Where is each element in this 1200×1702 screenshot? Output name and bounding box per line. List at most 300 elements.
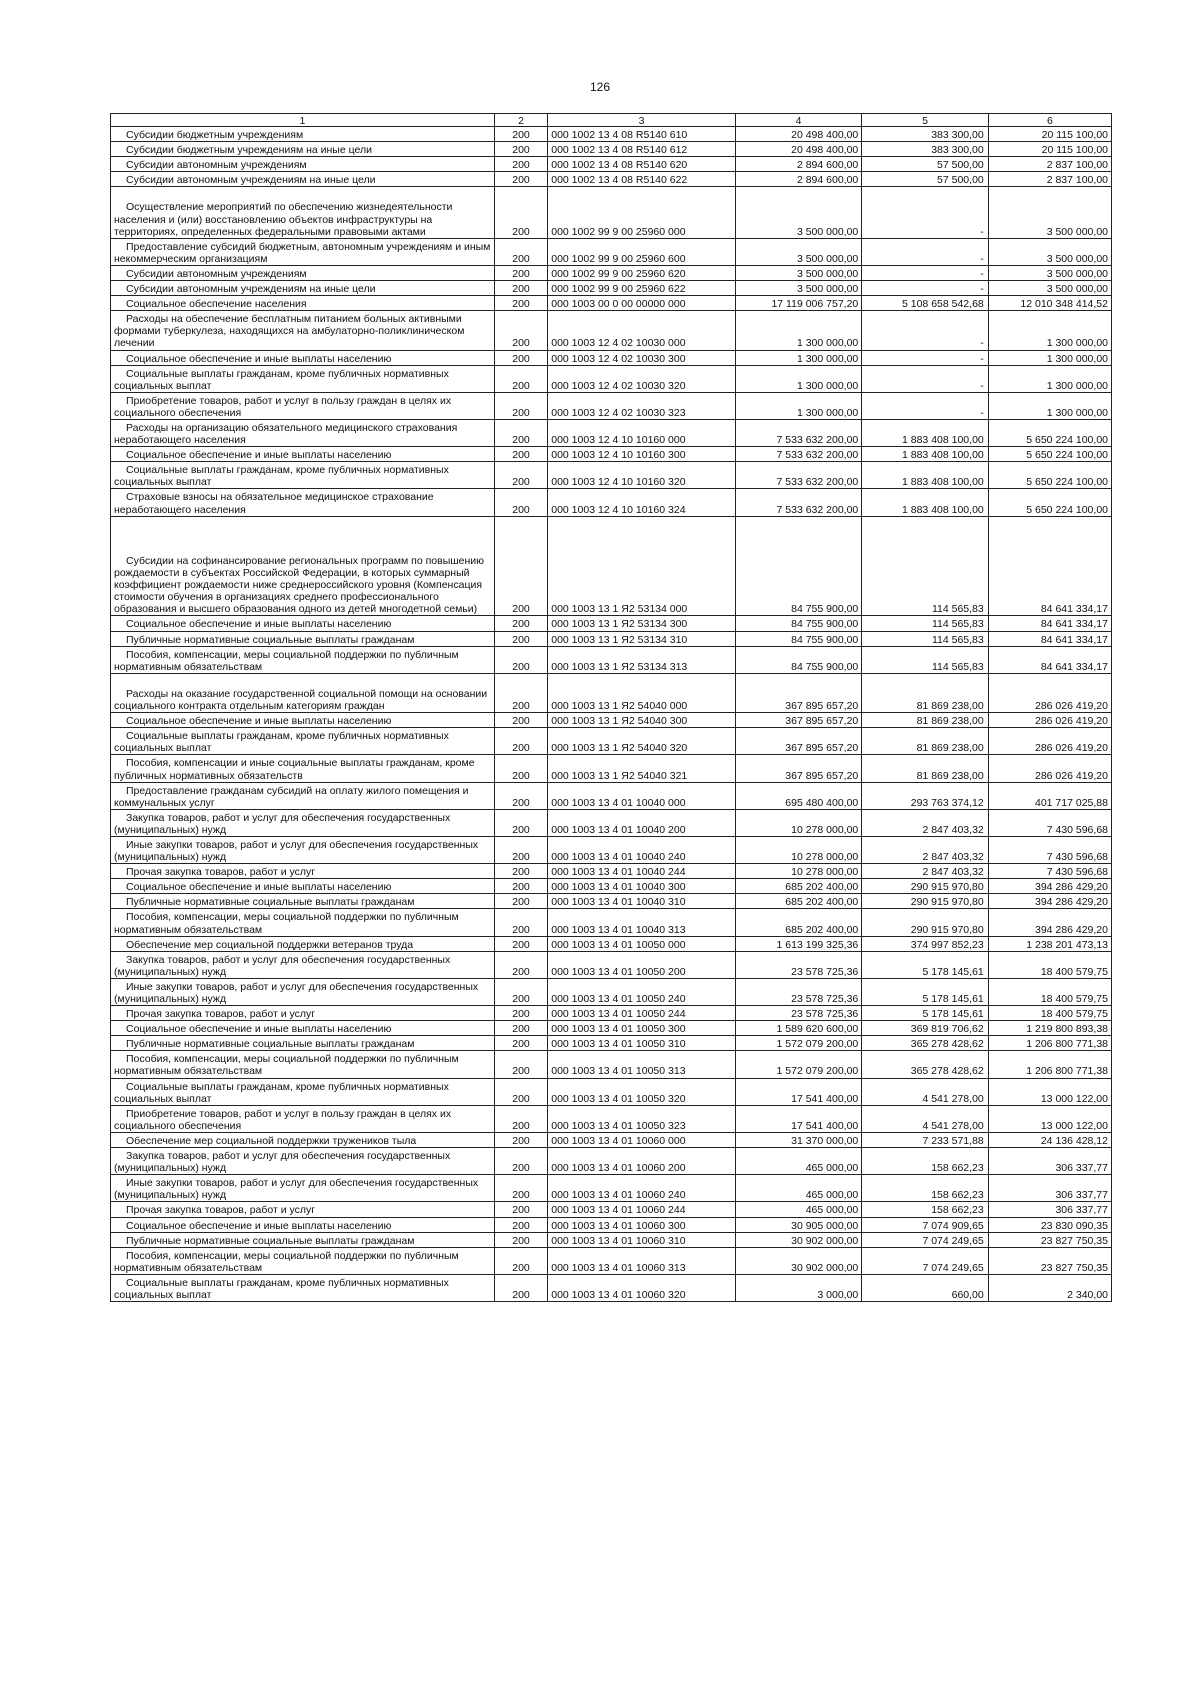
row-name: Субсидии бюджетным учреждениям [111,127,495,142]
row-code: 200 [494,238,547,265]
row-classification-code: 000 1003 13 1 Я2 54040 300 [548,713,736,728]
row-classification-code: 000 1003 13 1 Я2 53134 000 [548,516,736,616]
row-executed-amount: 4 541 278,00 [862,1078,988,1105]
row-code: 200 [494,516,547,616]
table-row [111,673,1112,712]
row-name: Социальное обеспечение и иные выплаты населению [111,350,495,365]
table-row [111,392,1112,419]
table-row [111,172,1112,187]
row-assigned-amount: 30 905 000,00 [735,1217,861,1232]
table-row [111,1006,1112,1021]
table-row [111,350,1112,365]
row-remaining-amount: 7 430 596,68 [988,809,1111,836]
row-name: Субсидии бюджетным учреждениям на иные цели [111,142,495,157]
row-name: Социальные выплаты гражданам, кроме публичных нормативных социальных выплат [111,365,495,392]
row-assigned-amount: 695 480 400,00 [735,782,861,809]
row-assigned-amount: 367 895 657,20 [735,728,861,755]
row-name: Публичные нормативные социальные выплаты гражданам [111,1036,495,1051]
row-name: Расходы на оказание государственной социальной помощи на основании социального контракта отдельным категориям граждан [111,673,495,712]
table-row [111,936,1112,951]
table-row [111,728,1112,755]
row-executed-amount: 2 847 403,32 [862,864,988,879]
row-code: 200 [494,673,547,712]
row-name: Субсидии на софинансирование региональных программ по повышению рождаемости в субъектах Российской Федерации, в которых суммарный коэффициент рождаемости ниже среднероссийского уровня (Компенсация стоимости обучения в организациях среднего профессионального образования и высшего образования одного из детей многодетной семьи) [111,516,495,616]
row-executed-amount: - [862,265,988,280]
row-name: Социальные выплаты гражданам, кроме публичных нормативных социальных выплат [111,1274,495,1301]
row-name: Закупка товаров, работ и услуг для обеспечения государственных (муниципальных) нужд [111,951,495,978]
row-classification-code: 000 1003 13 4 01 10040 310 [548,894,736,909]
row-name: Публичные нормативные социальные выплаты гражданам [111,894,495,909]
row-name: Социальное обеспечение и иные выплаты населению [111,879,495,894]
table-row [111,516,1112,616]
row-assigned-amount: 84 755 900,00 [735,631,861,646]
row-name: Субсидии автономным учреждениям на иные цели [111,172,495,187]
row-remaining-amount: 5 650 224 100,00 [988,447,1111,462]
row-code: 200 [494,836,547,863]
row-name: Пособия, компенсации, меры социальной поддержки по публичным нормативным обязательствам [111,1247,495,1274]
row-remaining-amount: 84 641 334,17 [988,646,1111,673]
row-code: 200 [494,462,547,489]
row-name: Пособия, компенсации, меры социальной поддержки по публичным нормативным обязательствам [111,909,495,936]
row-classification-code: 000 1002 99 9 00 25960 622 [548,281,736,296]
row-classification-code: 000 1003 13 1 Я2 53134 310 [548,631,736,646]
row-classification-code: 000 1003 13 4 01 10050 323 [548,1105,736,1132]
row-code: 200 [494,1217,547,1232]
row-name: Иные закупки товаров, работ и услуг для обеспечения государственных (муниципальных) нужд [111,836,495,863]
row-name: Социальное обеспечение и иные выплаты населению [111,1217,495,1232]
row-remaining-amount: 3 500 000,00 [988,265,1111,280]
row-executed-amount: 57 500,00 [862,172,988,187]
row-classification-code: 000 1002 13 4 08 R5140 622 [548,172,736,187]
row-name: Субсидии автономным учреждениям [111,265,495,280]
row-name: Социальное обеспечение населения [111,296,495,311]
budget-table-container [110,113,1112,1302]
row-classification-code: 000 1003 00 0 00 00000 000 [548,296,736,311]
row-executed-amount: 81 869 238,00 [862,755,988,782]
column-header-1: 1 [111,114,495,127]
row-classification-code: 000 1003 13 1 Я2 53134 313 [548,646,736,673]
row-remaining-amount: 1 300 000,00 [988,392,1111,419]
row-executed-amount: 2 847 403,32 [862,809,988,836]
row-remaining-amount: 394 286 429,20 [988,909,1111,936]
row-remaining-amount: 20 115 100,00 [988,127,1111,142]
row-name: Прочая закупка товаров, работ и услуг [111,1006,495,1021]
row-remaining-amount: 18 400 579,75 [988,951,1111,978]
row-name: Обеспечение мер социальной поддержки ветеранов труда [111,936,495,951]
row-executed-amount: - [862,238,988,265]
row-code: 200 [494,296,547,311]
row-executed-amount: 5 108 658 542,68 [862,296,988,311]
row-name: Обеспечение мер социальной поддержки тружеников тыла [111,1132,495,1147]
table-row [111,755,1112,782]
row-assigned-amount: 17 541 400,00 [735,1105,861,1132]
row-assigned-amount: 685 202 400,00 [735,894,861,909]
row-classification-code: 000 1003 13 4 01 10050 000 [548,936,736,951]
row-remaining-amount: 2 837 100,00 [988,157,1111,172]
row-remaining-amount: 18 400 579,75 [988,1006,1111,1021]
row-remaining-amount: 1 300 000,00 [988,365,1111,392]
row-executed-amount: 7 074 249,65 [862,1247,988,1274]
table-row [111,142,1112,157]
row-remaining-amount: 5 650 224 100,00 [988,489,1111,516]
row-classification-code: 000 1003 13 1 Я2 54040 321 [548,755,736,782]
row-code: 200 [494,447,547,462]
row-executed-amount: - [862,311,988,350]
row-code: 200 [494,1105,547,1132]
column-header-6: 6 [988,114,1111,127]
row-code: 200 [494,646,547,673]
row-assigned-amount: 10 278 000,00 [735,864,861,879]
row-classification-code: 000 1003 12 4 02 10030 320 [548,365,736,392]
row-remaining-amount: 394 286 429,20 [988,894,1111,909]
row-executed-amount: 1 883 408 100,00 [862,489,988,516]
row-assigned-amount: 2 894 600,00 [735,172,861,187]
row-remaining-amount: 1 300 000,00 [988,311,1111,350]
row-classification-code: 000 1003 13 1 Я2 53134 300 [548,616,736,631]
row-executed-amount: 158 662,23 [862,1175,988,1202]
row-classification-code: 000 1003 13 4 01 10060 200 [548,1148,736,1175]
row-code: 200 [494,1006,547,1021]
page-number: 126 [589,80,611,94]
row-code: 200 [494,489,547,516]
row-assigned-amount: 7 533 632 200,00 [735,462,861,489]
row-assigned-amount: 3 500 000,00 [735,187,861,238]
row-code: 200 [494,978,547,1005]
row-name: Пособия, компенсации и иные социальные выплаты гражданам, кроме публичных нормативных обязательств [111,755,495,782]
row-executed-amount: - [862,392,988,419]
row-executed-amount: 383 300,00 [862,142,988,157]
row-classification-code: 000 1002 99 9 00 25960 600 [548,238,736,265]
row-classification-code: 000 1003 13 4 01 10050 244 [548,1006,736,1021]
table-row [111,1051,1112,1078]
table-row [111,1175,1112,1202]
row-assigned-amount: 685 202 400,00 [735,909,861,936]
table-row [111,265,1112,280]
row-classification-code: 000 1003 13 1 Я2 54040 000 [548,673,736,712]
table-row [111,909,1112,936]
table-row [111,864,1112,879]
row-name: Социальные выплаты гражданам, кроме публичных нормативных социальных выплат [111,728,495,755]
row-classification-code: 000 1003 13 4 01 10060 320 [548,1274,736,1301]
row-classification-code: 000 1003 12 4 10 10160 000 [548,420,736,447]
row-code: 200 [494,142,547,157]
row-code: 200 [494,728,547,755]
row-executed-amount: 114 565,83 [862,516,988,616]
row-name: Осуществление мероприятий по обеспечению жизнедеятельности населения и (или) восстановлению объектов инфраструктуры на территориях, определенных федеральными правовыми актами [111,187,495,238]
row-remaining-amount: 7 430 596,68 [988,864,1111,879]
row-executed-amount: 660,00 [862,1274,988,1301]
row-assigned-amount: 7 533 632 200,00 [735,447,861,462]
row-executed-amount: 5 178 145,61 [862,978,988,1005]
table-row [111,646,1112,673]
row-executed-amount: 374 997 852,23 [862,936,988,951]
row-name: Закупка товаров, работ и услуг для обеспечения государственных (муниципальных) нужд [111,1148,495,1175]
row-code: 200 [494,909,547,936]
table-row [111,462,1112,489]
row-assigned-amount: 23 578 725,36 [735,978,861,1005]
row-name: Социальное обеспечение и иные выплаты населению [111,1021,495,1036]
row-classification-code: 000 1003 13 4 01 10040 200 [548,809,736,836]
row-assigned-amount: 7 533 632 200,00 [735,489,861,516]
row-assigned-amount: 367 895 657,20 [735,673,861,712]
row-code: 200 [494,281,547,296]
row-code: 200 [494,1021,547,1036]
row-assigned-amount: 1 613 199 325,36 [735,936,861,951]
row-name: Социальное обеспечение и иные выплаты населению [111,713,495,728]
table-row [111,1021,1112,1036]
row-name: Социальное обеспечение и иные выплаты населению [111,616,495,631]
row-remaining-amount: 1 219 800 893,38 [988,1021,1111,1036]
row-classification-code: 000 1003 13 4 01 10050 240 [548,978,736,1005]
table-row [111,296,1112,311]
table-row [111,836,1112,863]
row-classification-code: 000 1003 13 4 01 10060 300 [548,1217,736,1232]
row-name: Пособия, компенсации, меры социальной поддержки по публичным нормативным обязательствам [111,646,495,673]
row-classification-code: 000 1003 13 4 01 10060 000 [548,1132,736,1147]
row-code: 200 [494,809,547,836]
row-remaining-amount: 84 641 334,17 [988,631,1111,646]
row-classification-code: 000 1003 12 4 02 10030 323 [548,392,736,419]
table-row [111,489,1112,516]
row-assigned-amount: 17 119 006 757,20 [735,296,861,311]
row-code: 200 [494,1132,547,1147]
row-classification-code: 000 1003 12 4 02 10030 300 [548,350,736,365]
row-remaining-amount: 12 010 348 414,52 [988,296,1111,311]
row-classification-code: 000 1003 13 4 01 10060 313 [548,1247,736,1274]
row-assigned-amount: 2 894 600,00 [735,157,861,172]
row-name: Социальные выплаты гражданам, кроме публичных нормативных социальных выплат [111,1078,495,1105]
row-executed-amount: 290 915 970,80 [862,909,988,936]
row-remaining-amount: 286 026 419,20 [988,673,1111,712]
table-row [111,311,1112,350]
table-row [111,1036,1112,1051]
row-code: 200 [494,420,547,447]
row-executed-amount: 365 278 428,62 [862,1051,988,1078]
row-remaining-amount: 7 430 596,68 [988,836,1111,863]
table-row [111,1217,1112,1232]
row-remaining-amount: 3 500 000,00 [988,238,1111,265]
row-code: 200 [494,1078,547,1105]
row-classification-code: 000 1003 13 4 01 10040 313 [548,909,736,936]
row-remaining-amount: 1 238 201 473,13 [988,936,1111,951]
row-assigned-amount: 1 300 000,00 [735,392,861,419]
row-code: 200 [494,187,547,238]
row-code: 200 [494,265,547,280]
row-code: 200 [494,782,547,809]
row-name: Страховые взносы на обязательное медицинское страхование неработающего населения [111,489,495,516]
row-code: 200 [494,1202,547,1217]
column-header-4: 4 [735,114,861,127]
row-name: Приобретение товаров, работ и услуг в пользу граждан в целях их социального обеспечения [111,392,495,419]
table-row [111,1202,1112,1217]
table-row [111,631,1112,646]
row-name: Публичные нормативные социальные выплаты гражданам [111,631,495,646]
row-code: 200 [494,616,547,631]
row-assigned-amount: 23 578 725,36 [735,951,861,978]
row-executed-amount: 369 819 706,62 [862,1021,988,1036]
row-assigned-amount: 20 498 400,00 [735,142,861,157]
row-assigned-amount: 1 589 620 600,00 [735,1021,861,1036]
row-name: Прочая закупка товаров, работ и услуг [111,1202,495,1217]
row-name: Приобретение товаров, работ и услуг в пользу граждан в целях их социального обеспечения [111,1105,495,1132]
row-code: 200 [494,1051,547,1078]
row-remaining-amount: 18 400 579,75 [988,978,1111,1005]
row-code: 200 [494,951,547,978]
row-code: 200 [494,755,547,782]
row-remaining-amount: 23 827 750,35 [988,1232,1111,1247]
row-code: 200 [494,1175,547,1202]
row-name: Социальные выплаты гражданам, кроме публичных нормативных социальных выплат [111,462,495,489]
table-row [111,365,1112,392]
row-remaining-amount: 286 026 419,20 [988,755,1111,782]
row-remaining-amount: 20 115 100,00 [988,142,1111,157]
row-remaining-amount: 1 206 800 771,38 [988,1051,1111,1078]
row-classification-code: 000 1003 12 4 10 10160 300 [548,447,736,462]
row-remaining-amount: 286 026 419,20 [988,728,1111,755]
row-remaining-amount: 84 641 334,17 [988,516,1111,616]
table-row [111,447,1112,462]
row-assigned-amount: 3 500 000,00 [735,265,861,280]
row-code: 200 [494,127,547,142]
row-executed-amount: 158 662,23 [862,1202,988,1217]
row-assigned-amount: 84 755 900,00 [735,516,861,616]
row-remaining-amount: 23 827 750,35 [988,1247,1111,1274]
table-row [111,1247,1112,1274]
table-row [111,1232,1112,1247]
table-row [111,879,1112,894]
table-row [111,782,1112,809]
row-assigned-amount: 1 300 000,00 [735,365,861,392]
row-remaining-amount: 3 500 000,00 [988,281,1111,296]
table-row [111,809,1112,836]
row-remaining-amount: 5 650 224 100,00 [988,462,1111,489]
row-code: 200 [494,1148,547,1175]
row-remaining-amount: 23 830 090,35 [988,1217,1111,1232]
row-remaining-amount: 1 206 800 771,38 [988,1036,1111,1051]
row-executed-amount: - [862,281,988,296]
table-row [111,1274,1112,1301]
row-executed-amount: 81 869 238,00 [862,673,988,712]
row-executed-amount: - [862,350,988,365]
row-assigned-amount: 23 578 725,36 [735,1006,861,1021]
row-classification-code: 000 1002 13 4 08 R5140 620 [548,157,736,172]
row-code: 200 [494,350,547,365]
row-assigned-amount: 1 572 079 200,00 [735,1051,861,1078]
table-row [111,978,1112,1005]
table-row [111,281,1112,296]
row-name: Публичные нормативные социальные выплаты гражданам [111,1232,495,1247]
row-assigned-amount: 685 202 400,00 [735,879,861,894]
row-classification-code: 000 1003 13 4 01 10040 300 [548,879,736,894]
row-remaining-amount: 24 136 428,12 [988,1132,1111,1147]
row-assigned-amount: 10 278 000,00 [735,809,861,836]
row-classification-code: 000 1003 13 4 01 10050 310 [548,1036,736,1051]
row-code: 200 [494,1232,547,1247]
row-remaining-amount: 306 337,77 [988,1175,1111,1202]
row-code: 200 [494,365,547,392]
row-code: 200 [494,1247,547,1274]
column-header-3: 3 [548,114,736,127]
row-classification-code: 000 1003 13 4 01 10040 000 [548,782,736,809]
row-classification-code: 000 1003 13 4 01 10050 313 [548,1051,736,1078]
table-row [111,157,1112,172]
row-executed-amount: 114 565,83 [862,646,988,673]
row-executed-amount: 4 541 278,00 [862,1105,988,1132]
row-executed-amount: 7 074 249,65 [862,1232,988,1247]
table-row [111,894,1112,909]
row-name: Расходы на организацию обязательного медицинского страхования неработающего населения [111,420,495,447]
row-assigned-amount: 84 755 900,00 [735,646,861,673]
row-classification-code: 000 1003 12 4 10 10160 324 [548,489,736,516]
row-code: 200 [494,713,547,728]
row-assigned-amount: 465 000,00 [735,1202,861,1217]
row-executed-amount: - [862,187,988,238]
table-row [111,1078,1112,1105]
row-code: 200 [494,172,547,187]
row-remaining-amount: 401 717 025,88 [988,782,1111,809]
row-assigned-amount: 465 000,00 [735,1148,861,1175]
row-assigned-amount: 3 500 000,00 [735,281,861,296]
row-remaining-amount: 1 300 000,00 [988,350,1111,365]
row-executed-amount: 383 300,00 [862,127,988,142]
row-executed-amount: - [862,365,988,392]
row-classification-code: 000 1003 13 1 Я2 54040 320 [548,728,736,755]
row-name: Субсидии автономным учреждениям [111,157,495,172]
row-executed-amount: 5 178 145,61 [862,1006,988,1021]
row-executed-amount: 57 500,00 [862,157,988,172]
row-classification-code: 000 1003 13 4 01 10060 244 [548,1202,736,1217]
row-classification-code: 000 1002 99 9 00 25960 000 [548,187,736,238]
row-name: Иные закупки товаров, работ и услуг для обеспечения государственных (муниципальных) нужд [111,1175,495,1202]
row-name: Предоставление гражданам субсидий на оплату жилого помещения и коммунальных услуг [111,782,495,809]
row-assigned-amount: 367 895 657,20 [735,713,861,728]
row-assigned-amount: 31 370 000,00 [735,1132,861,1147]
row-executed-amount: 1 883 408 100,00 [862,420,988,447]
row-executed-amount: 365 278 428,62 [862,1036,988,1051]
row-remaining-amount: 306 337,77 [988,1202,1111,1217]
row-executed-amount: 81 869 238,00 [862,728,988,755]
row-remaining-amount: 2 837 100,00 [988,172,1111,187]
row-assigned-amount: 1 300 000,00 [735,311,861,350]
row-code: 200 [494,1036,547,1051]
row-executed-amount: 290 915 970,80 [862,894,988,909]
row-classification-code: 000 1003 13 4 01 10050 300 [548,1021,736,1036]
row-executed-amount: 293 763 374,12 [862,782,988,809]
row-assigned-amount: 17 541 400,00 [735,1078,861,1105]
row-classification-code: 000 1003 13 4 01 10050 320 [548,1078,736,1105]
column-header-5: 5 [862,114,988,127]
row-classification-code: 000 1003 13 4 01 10060 310 [548,1232,736,1247]
row-executed-amount: 290 915 970,80 [862,879,988,894]
row-assigned-amount: 30 902 000,00 [735,1232,861,1247]
row-remaining-amount: 13 000 122,00 [988,1078,1111,1105]
table-row [111,127,1112,142]
row-code: 200 [494,311,547,350]
table-row [111,951,1112,978]
row-name: Иные закупки товаров, работ и услуг для обеспечения государственных (муниципальных) нужд [111,978,495,1005]
row-executed-amount: 158 662,23 [862,1148,988,1175]
row-executed-amount: 114 565,83 [862,631,988,646]
row-assigned-amount: 84 755 900,00 [735,616,861,631]
table-row [111,616,1112,631]
row-name: Пособия, компенсации, меры социальной поддержки по публичным нормативным обязательствам [111,1051,495,1078]
row-classification-code: 000 1003 13 4 01 10040 240 [548,836,736,863]
column-number-row [111,114,1112,127]
table-row [111,1132,1112,1147]
row-classification-code: 000 1003 13 4 01 10050 200 [548,951,736,978]
row-classification-code: 000 1003 13 4 01 10060 240 [548,1175,736,1202]
row-name: Социальное обеспечение и иные выплаты населению [111,447,495,462]
